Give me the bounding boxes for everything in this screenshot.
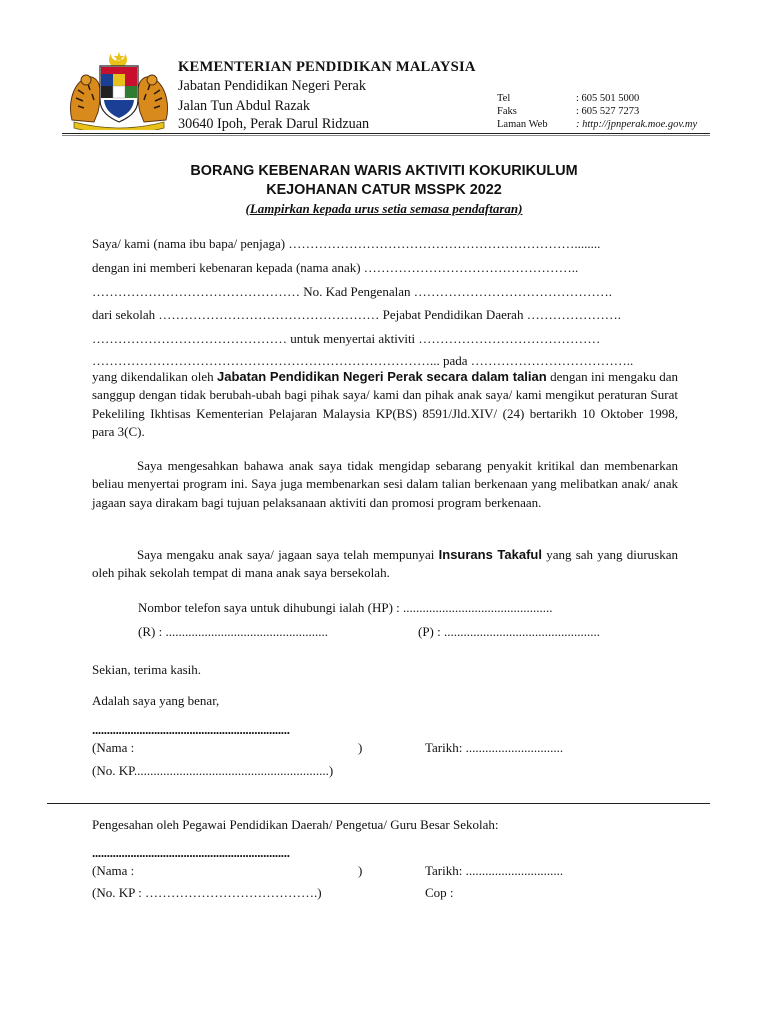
consent-paragraph bbox=[92, 368, 678, 442]
health-recording-text: Saya mengesahkan bahawa anak saya tidak mengidap sebarang penyakit kritikal dan membenarkan beliau menyertai program ini. Saya juga membenarkan sesi dalam talian berkenaan yang melibatkan anak/ anak jagaan saya dirakam bagi tujuan pelaksanaan aktiviti dan promosi program berkenaan. bbox=[92, 458, 678, 510]
parent-name-field[interactable]: Saya/ kami (nama ibu bapa/ penjaga) …………………………………………………………........ bbox=[92, 236, 601, 251]
child-name-field[interactable]: dengan ini memberi kebenaran kepada (nama anak) ………………………………………….. bbox=[92, 260, 579, 275]
department-name: Jabatan Pendidikan Negeri Perak bbox=[178, 78, 366, 94]
school-district-field[interactable]: dari sekolah …………………………………………… Pejabat Pendidikan Daerah …………………. bbox=[92, 307, 621, 322]
activity-date-field[interactable]: ……………………………………………………………………... pada ……………………………….. bbox=[92, 353, 634, 368]
section-divider bbox=[47, 803, 710, 804]
officer-name-label: (Nama : bbox=[92, 863, 135, 878]
officer-signature-line[interactable]: ................................................................... bbox=[92, 845, 290, 860]
endorsement-heading: Pengesahan oleh Pegawai Pendidikan Daerah/ Pengetua/ Guru Besar Sekolah: bbox=[92, 817, 499, 832]
officer-date-field[interactable]: Tarikh: .............................. bbox=[425, 863, 564, 878]
address-city: 30640 Ipoh, Perak Darul Ridzuan bbox=[178, 116, 370, 132]
insurance-text-takaful: Insurans Takaful bbox=[438, 547, 542, 562]
header-divider bbox=[62, 133, 710, 134]
parent-name-close: ) bbox=[358, 740, 363, 755]
parent-name-label: (Nama : bbox=[92, 740, 135, 755]
officer-name-close: ) bbox=[358, 863, 363, 878]
contact-web-value: : http://jpnperak.moe.gov.my bbox=[576, 119, 698, 130]
consent-text-post: dengan ini mengaku dan sanggup dengan tidak berubah-ubah bagi pihak saya/ kami dan pihak anak saya/ kami mengikut peraturan Surat Pekeliling Ikhtisas Kementerian Pelajaran Malaysia KP(BS) 8591/Jld.XIV/ (24) bertarikh 10 Oktober 1998, para 3(C). bbox=[92, 369, 678, 440]
ic-number-field[interactable]: ………………………………………… No. Kad Pengenalan ………………………………………. bbox=[92, 284, 612, 299]
form-attachment-note: (Lampirkan kepada urus setia semasa pendaftaran) bbox=[245, 201, 523, 216]
contact-web-label: Laman Web bbox=[497, 119, 548, 130]
insurance-text-pre: Saya mengaku anak saya/ jagaan saya telah mempunyai bbox=[137, 547, 439, 562]
contact-fax-label: Faks bbox=[497, 106, 517, 117]
insurance-text-post: yang sah yang diuruskan oleh pihak sekolah tempat di mana anak saya bersekolah. bbox=[92, 547, 679, 581]
contact-fax-value: : 605 527 7273 bbox=[576, 106, 640, 117]
phone-home-field[interactable]: (R) : .................................................. bbox=[138, 624, 328, 639]
closing-thanks: Sekian, terima kasih. bbox=[92, 662, 202, 677]
parent-date-field[interactable]: Tarikh: .............................. bbox=[425, 740, 564, 755]
ministry-name: KEMENTERIAN PENDIDIKAN MALAYSIA bbox=[178, 59, 476, 75]
insurance-paragraph bbox=[92, 546, 678, 583]
parent-signature-line[interactable]: ................................................................... bbox=[92, 722, 290, 737]
contact-tel-label: Tel bbox=[497, 93, 511, 104]
parent-ic-field[interactable]: (No. KP............................................................) bbox=[92, 763, 334, 778]
address-street: Jalan Tun Abdul Razak bbox=[178, 98, 311, 114]
phone-hp-field[interactable]: Nombor telefon saya untuk dihubungi ialah (HP) : .............................................. bbox=[138, 600, 553, 615]
phone-office-field[interactable]: (P) : ................................................ bbox=[418, 624, 600, 639]
health-recording-paragraph bbox=[92, 457, 678, 512]
activity-field[interactable]: ……………………………………… untuk menyertai aktiviti …………………………………… bbox=[92, 331, 601, 346]
malaysia-coat-of-arms-logo bbox=[64, 50, 174, 130]
official-stamp-field[interactable]: Cop : bbox=[425, 885, 454, 900]
closing-sincerely: Adalah saya yang benar, bbox=[92, 693, 220, 708]
form-title-line2: KEJOHANAN CATUR MSSPK 2022 bbox=[266, 182, 502, 198]
form-title-line1: BORANG KEBENARAN WARIS AKTIVITI KOKURIKULUM bbox=[190, 163, 578, 179]
officer-ic-field[interactable]: (No. KP : ………………………………….) bbox=[92, 885, 322, 900]
header-divider-shadow bbox=[62, 135, 710, 136]
consent-text-organizer: Jabatan Pendidikan Negeri Perak secara dalam talian bbox=[217, 369, 547, 384]
consent-text-pre: yang dikendalikan oleh bbox=[92, 369, 218, 384]
contact-tel-value: : 605 501 5000 bbox=[576, 93, 640, 104]
